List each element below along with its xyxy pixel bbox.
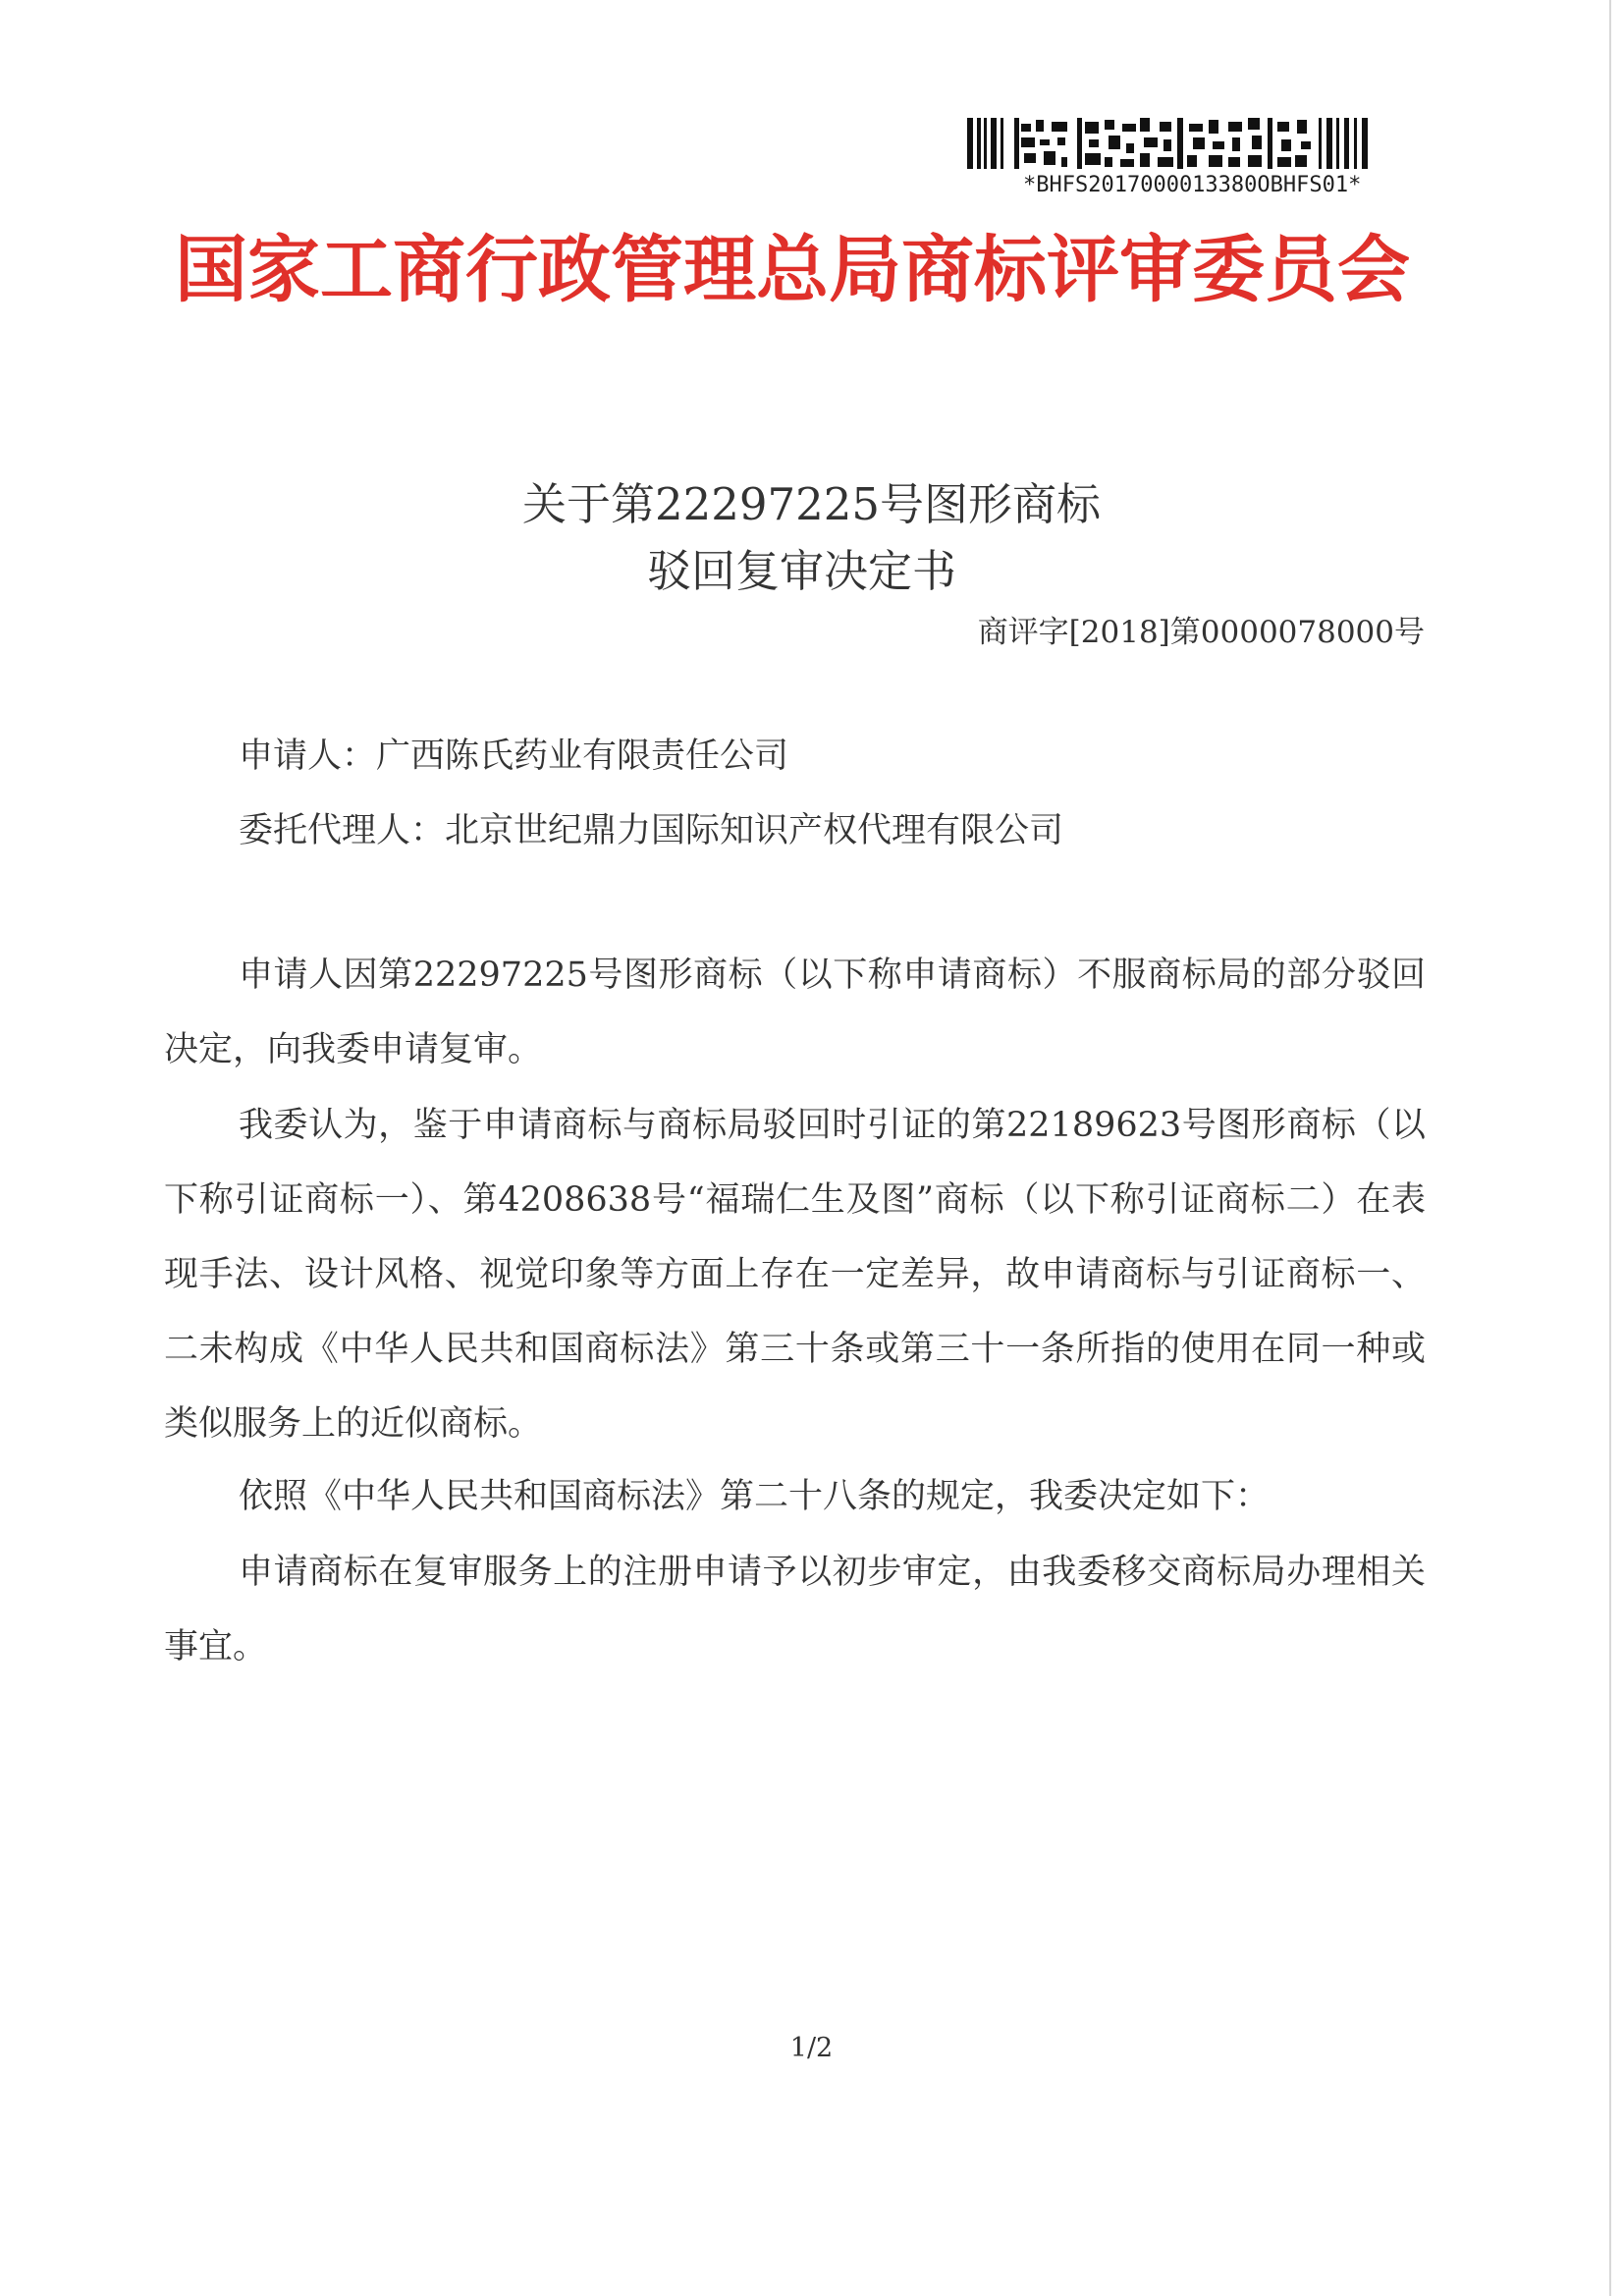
document-title-line2: 驳回复审决定书: [646, 545, 956, 597]
barcode-icon: [967, 118, 1370, 169]
organization-header: 国家工商行政管理总局商标评审委员会: [175, 228, 1410, 312]
barcode-number: *BHFS2017000013380OBHFS01*: [1023, 173, 1362, 197]
scan-edge-line: [1609, 0, 1611, 2296]
body-paragraph: 申请商标在复审服务上的注册申请予以初步审定，由我委移交商标局办理相关事宜。: [164, 1553, 1426, 1667]
body-paragraph: 我委认为，鉴于申请商标与商标局驳回时引证的第22189623号图形商标（以下称引证商标一）、第4208638号“福瑞仁生及图”商标（以下称引证商标二）在表现手法、设计风格、视觉印象等方面上存在一定差异，故申请商标与引证商标一、二未构成《中华人民共和国商标法》第三十条或第三十一条所指的使用在同一种或类似服务上的近似商标。: [164, 1106, 1426, 1444]
body-paragraph: 申请人因第22297225号图形商标（以下称申请商标）不服商标局的部分驳回决定，向我委申请复审。: [164, 956, 1426, 1069]
document-title-line1: 关于第22297225号图形商标: [521, 478, 1102, 530]
page-number: 1/2: [789, 2033, 834, 2063]
barcode-block: [967, 118, 1380, 197]
applicant-line: 申请人：广西陈氏药业有限责任公司: [239, 737, 789, 776]
agent-line: 委托代理人：北京世纪鼎力国际知识产权代理有限公司: [239, 811, 1064, 850]
body-paragraph: 依照《中华人民共和国商标法》第二十八条的规定，我委决定如下：: [239, 1477, 1271, 1516]
reference-number: 商评字[2018]第0000078000号: [977, 615, 1425, 650]
